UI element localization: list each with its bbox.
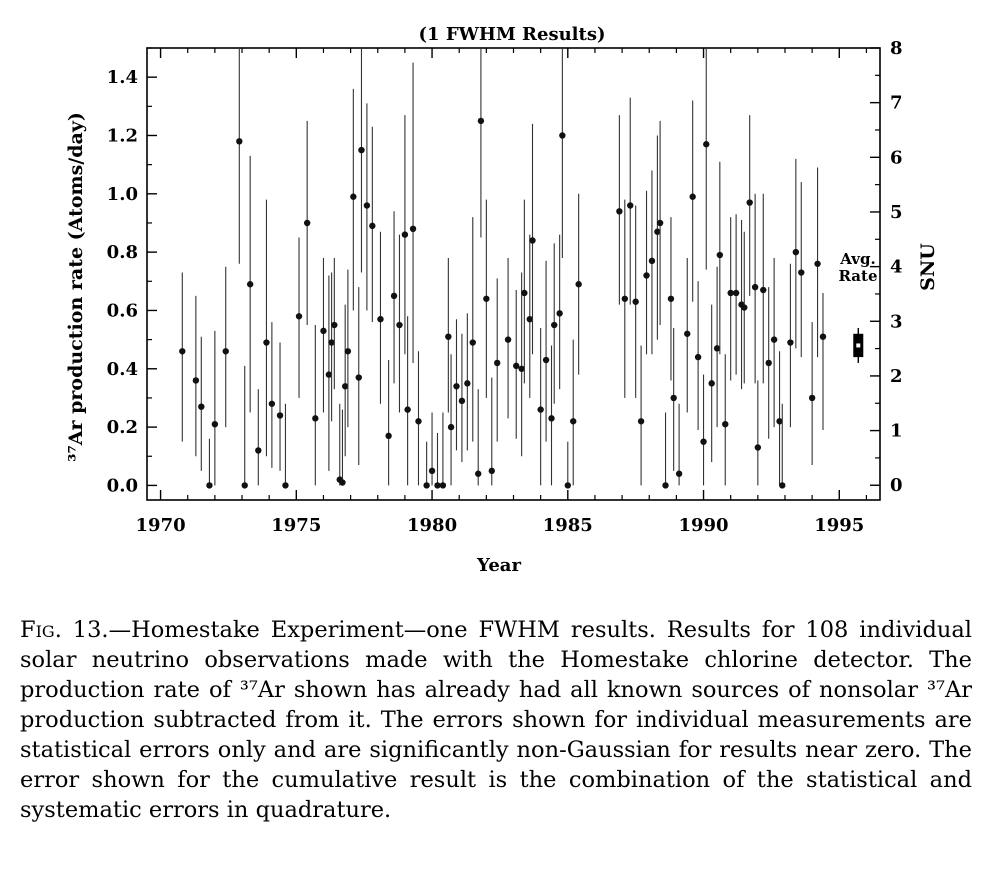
y2-tick-label: 2 (890, 365, 903, 387)
data-point (565, 482, 571, 488)
data-point (820, 333, 826, 339)
y2-tick-label: 6 (890, 147, 903, 169)
data-point (339, 479, 345, 485)
data-point (453, 383, 459, 389)
data-point (708, 380, 714, 386)
y2-tick-label: 1 (890, 420, 903, 442)
data-point (649, 258, 655, 264)
y-axis-ticks (107, 48, 157, 496)
data-point (798, 269, 804, 275)
data-point (415, 418, 421, 424)
data-point (529, 237, 535, 243)
x-tick-label: 1970 (135, 515, 186, 536)
data-point (296, 313, 302, 319)
data-point (616, 208, 622, 214)
data-point (741, 304, 747, 310)
data-point (402, 231, 408, 237)
data-point (684, 331, 690, 337)
data-point (350, 194, 356, 200)
data-point (689, 194, 695, 200)
y2-tick-label: 7 (890, 92, 903, 114)
data-point (212, 421, 218, 427)
figure-caption (20, 615, 972, 825)
data-point (556, 310, 562, 316)
data-point (475, 471, 481, 477)
data-point (459, 398, 465, 404)
x-tick-label: 1990 (678, 515, 729, 536)
data-point (733, 290, 739, 296)
data-point (787, 339, 793, 345)
data-point (198, 403, 204, 409)
y-axis-label: ³⁷Ar production rate (Atoms/day) (65, 112, 87, 462)
data-point (312, 415, 318, 421)
data-point (494, 360, 500, 366)
y2-tick-label: 5 (890, 201, 903, 223)
data-point (548, 415, 554, 421)
data-point (440, 482, 446, 488)
data-point (752, 284, 758, 290)
plot-frame (147, 48, 880, 500)
avg-center-mark (856, 343, 860, 347)
data-point (627, 202, 633, 208)
data-point (331, 322, 337, 328)
avg-rate-annotation-line: Rate (838, 267, 878, 285)
data-point (478, 118, 484, 124)
data-point (632, 299, 638, 305)
data-point (242, 482, 248, 488)
data-point (779, 482, 785, 488)
data-point (247, 281, 253, 287)
data-point (755, 444, 761, 450)
data-point (369, 223, 375, 229)
data-point (263, 339, 269, 345)
data-point (670, 395, 676, 401)
plot-border (147, 48, 880, 500)
caption-text: —Homestake Experiment—one FWHM results. Results for 108 individual solar neutrino observations made with the Homestake chlorine detector. The production rate of ³⁷Ar shown has already had all known sources of nonsolar ³⁷Ar production subtracted from it. The errors shown for individual measurements are statistical errors only and are significantly non-Gaussian for results near zero. The error shown for the cumulative result is the combination of the statistical and systematic errors in quadrature. (20, 617, 972, 823)
data-point (483, 296, 489, 302)
y2-tick-label: 0 (890, 475, 903, 497)
chart-title: (1 FWHM Results) (418, 24, 606, 45)
data-point (717, 252, 723, 258)
data-point (377, 316, 383, 322)
data-point (429, 468, 435, 474)
data-point (543, 357, 549, 363)
y2-tick-label: 4 (890, 256, 903, 278)
data-point (255, 447, 261, 453)
y-tick-label: 0.2 (106, 417, 138, 439)
data-point (746, 199, 752, 205)
data-point (193, 377, 199, 383)
data-point (391, 293, 397, 299)
data-point (722, 421, 728, 427)
data-point (505, 336, 511, 342)
data-point (464, 380, 470, 386)
data-point (236, 138, 242, 144)
data-point (396, 322, 402, 328)
data-point (622, 296, 628, 302)
data-point (537, 406, 543, 412)
y2-tick-label: 8 (890, 38, 903, 59)
data-point (356, 374, 362, 380)
data-point (385, 433, 391, 439)
y-tick-label: 0.6 (106, 300, 138, 322)
data-point (760, 287, 766, 293)
data-point (358, 147, 364, 153)
y-tick-label: 0.8 (106, 242, 138, 264)
data-point (282, 482, 288, 488)
avg-rate-annotation-line: Avg. (840, 250, 876, 268)
data-point (643, 272, 649, 278)
data-point (206, 482, 212, 488)
y-tick-label: 1.4 (106, 67, 138, 89)
data-point (814, 261, 820, 267)
data-point (513, 363, 519, 369)
data-point (423, 482, 429, 488)
data-point (662, 482, 668, 488)
y-tick-label: 1.2 (106, 125, 138, 147)
data-point (345, 348, 351, 354)
data-point (765, 360, 771, 366)
y2-axis-label: SNU (917, 243, 939, 291)
data-point (304, 220, 310, 226)
data-point (269, 401, 275, 407)
avg-rate-annotation (838, 250, 877, 285)
data-point (703, 141, 709, 147)
data-point (470, 339, 476, 345)
data-point (223, 348, 229, 354)
data-point (179, 348, 185, 354)
data-point (809, 395, 815, 401)
y2-tick-label: 3 (890, 311, 903, 333)
data-point (410, 226, 416, 232)
data-point (320, 328, 326, 334)
data-point (771, 336, 777, 342)
x-tick-label: 1980 (407, 515, 458, 536)
y-tick-label: 0.4 (106, 358, 138, 380)
data-point (364, 202, 370, 208)
data-point (559, 132, 565, 138)
data-point (489, 468, 495, 474)
data-point (551, 322, 557, 328)
average-rate-marker (853, 328, 863, 363)
data-point (793, 249, 799, 255)
x-tick-label: 1985 (542, 515, 593, 536)
data-point (638, 418, 644, 424)
data-point (695, 354, 701, 360)
data-point (404, 406, 410, 412)
figure-label: Fig. 13. (20, 617, 109, 643)
data-point (676, 471, 682, 477)
data-point (575, 281, 581, 287)
data-point (570, 418, 576, 424)
data-point (448, 424, 454, 430)
data-point (700, 438, 706, 444)
data-points (179, 48, 826, 489)
y-tick-label: 1.0 (106, 183, 138, 205)
x-tick-label: 1975 (271, 515, 322, 536)
x-axis-label: Year (477, 555, 521, 576)
data-point (277, 412, 283, 418)
data-point (445, 333, 451, 339)
y-tick-label: 0.0 (106, 475, 138, 497)
data-point (521, 290, 527, 296)
data-point (668, 296, 674, 302)
x-tick-label: 1995 (814, 515, 865, 536)
data-point (657, 220, 663, 226)
